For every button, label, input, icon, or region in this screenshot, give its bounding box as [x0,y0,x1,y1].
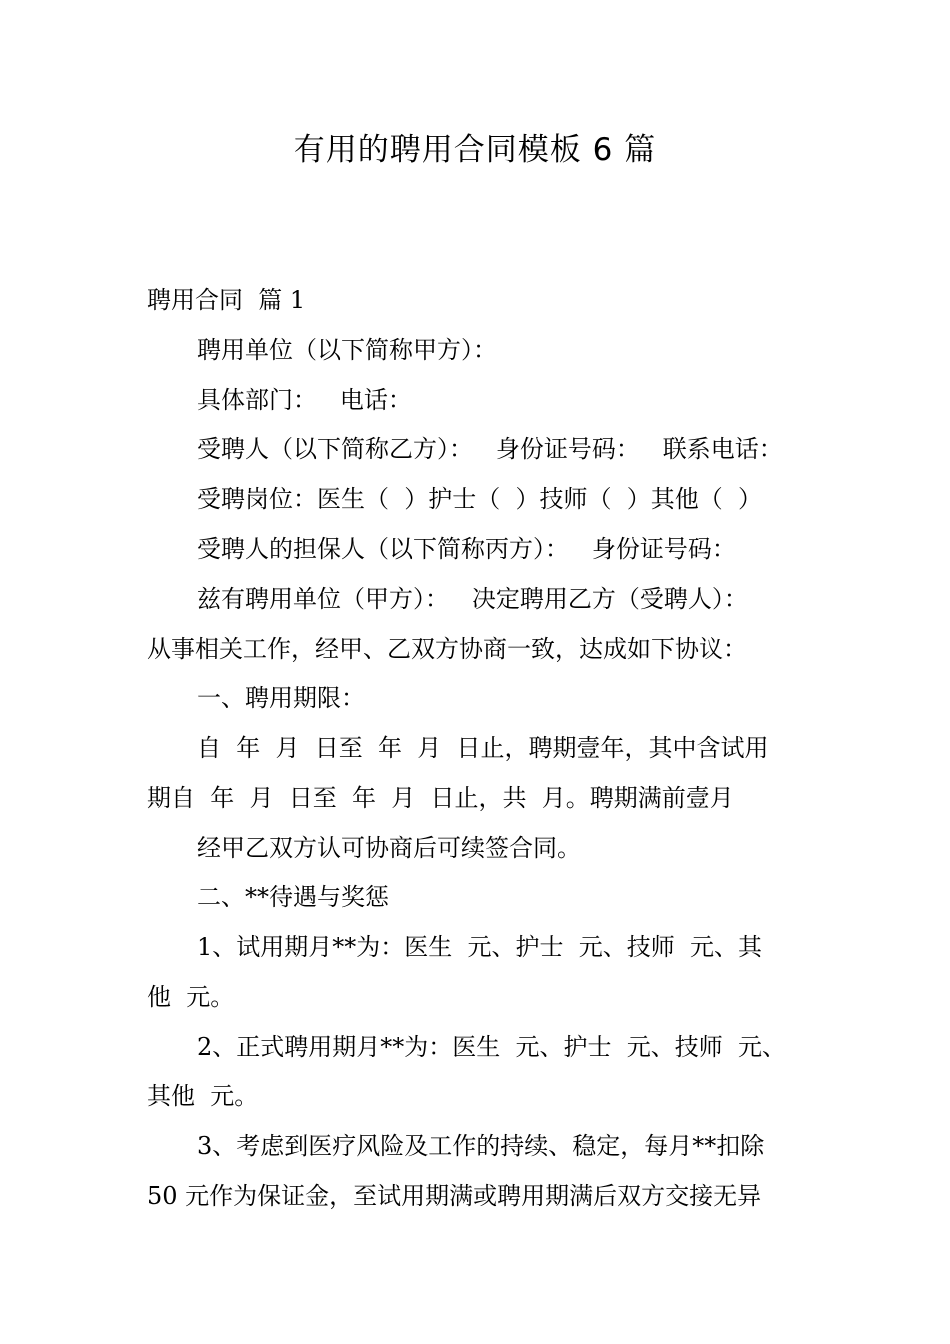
section-heading-term: 一、聘用期限： [197,684,365,712]
paragraph-line: 50 元作为保证金，至试用期满或聘用期满后双方交接无异 [147,1182,762,1210]
paragraph-line: 受聘岗位：医生（ ）护士（ ）技师（ ）其他（ ） [197,485,763,513]
paragraph-line: 受聘人的担保人（以下简称丙方）： 身份证号码： [197,535,736,563]
paragraph-line: 期自 年 月 日至 年 月 日止，共 月。聘期满前壹月 [147,784,734,812]
paragraph-line: 他 元。 [147,983,235,1011]
paragraph-line: 从事相关工作，经甲、乙双方协商一致，达成如下协议： [147,635,747,663]
paragraph-line: 其他 元。 [147,1082,259,1110]
paragraph-line: 具体部门： 电话： [197,386,412,414]
paragraph-line: 经甲乙双方认可协商后可续签合同。 [197,834,581,862]
paragraph-line: 兹有聘用单位（甲方）： 决定聘用乙方（受聘人）： [197,585,748,613]
paragraph-line: 3、考虑到医疗风险及工作的持续、稳定，每月**扣除 [197,1132,765,1160]
paragraph-line: 1、试用期月**为：医生 元、护士 元、技师 元、其 [197,933,763,961]
section-heading: 聘用合同 篇 1 [147,286,306,314]
paragraph-line: 2、正式聘用期月**为：医生 元、护士 元、技师 元、 [197,1033,787,1061]
document-title: 有用的聘用合同模板 6 篇 [293,132,657,168]
paragraph-line: 自 年 月 日至 年 月 日止，聘期壹年，其中含试用 [197,734,769,762]
section-heading-pay: 二、**待遇与奖惩 [197,883,389,911]
paragraph-line: 受聘人（以下简称乙方）： 身份证号码： 联系电话： [197,435,783,463]
paragraph-line: 聘用单位（以下简称甲方）： [197,336,497,364]
